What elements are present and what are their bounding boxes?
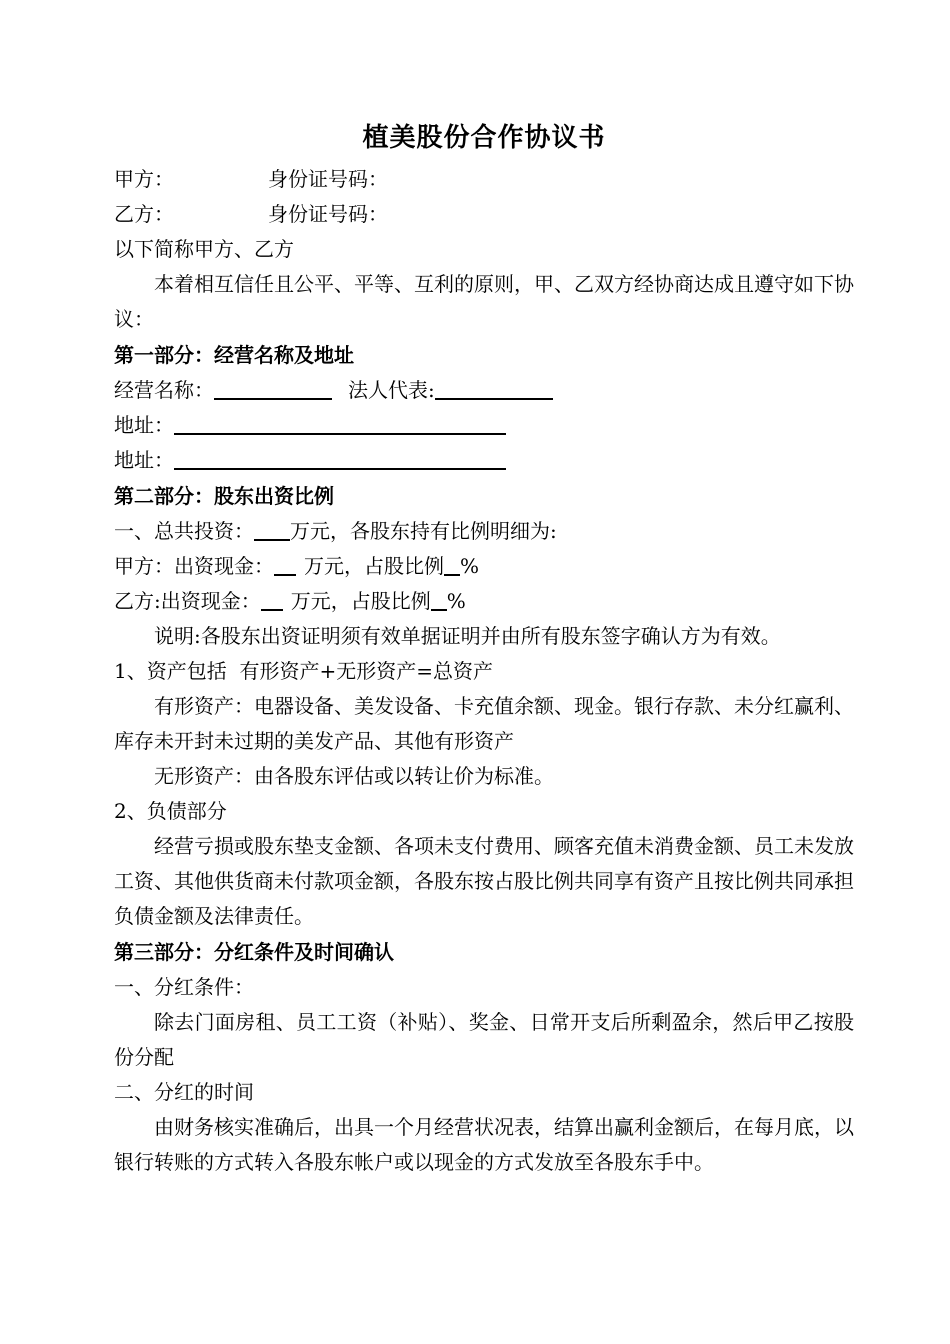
legal-rep-label: 法人代表:: [348, 378, 435, 402]
business-name-label: 经营名称：: [114, 378, 214, 402]
part2-heading: 第二部分：股东出资比例: [114, 484, 334, 508]
legal-rep-blank: [435, 376, 553, 400]
percent-sign: %: [446, 589, 466, 613]
business-name-line: [114, 373, 854, 408]
address-line-2: [114, 443, 854, 478]
address-blank: [174, 446, 506, 470]
percent-sign: %: [460, 554, 480, 578]
intangible-assets-paragraph: 无形资产：由各股东评估或以转让价为标准。: [154, 764, 554, 788]
parties-abbrev: 以下简称甲方、乙方: [114, 237, 294, 261]
party-b-contribution-line: [114, 584, 854, 619]
party-a-id-label: 身份证号码：: [268, 167, 388, 191]
contribution-note: 说明:各股东出资证明须有效单据证明并由所有股东签字确认方为有效。: [154, 624, 781, 648]
party-a-cash-label: 甲方：出资现金：: [114, 554, 274, 578]
liability-heading: 2、负债部分: [114, 799, 227, 823]
dividend-condition-heading: 一、分红条件：: [114, 975, 254, 999]
total-investment-label: 一、总共投资：: [114, 519, 254, 543]
dividend-time-heading: 二、分红的时间: [114, 1080, 254, 1104]
address-line-1: [114, 408, 854, 443]
part3-heading: 第三部分：分红条件及时间确认: [114, 940, 394, 964]
part1-heading: 第一部分：经营名称及地址: [114, 343, 354, 367]
party-a-share-label: 万元，占股比例: [304, 554, 444, 578]
total-investment-suffix: 万元，各股东持有比例明细为:: [290, 519, 557, 543]
party-a-share-blank: [444, 552, 460, 576]
party-a-line: [114, 162, 854, 197]
address-label: 地址：: [114, 413, 174, 437]
party-b-share-label: 万元，占股比例: [290, 589, 431, 613]
document-page: [114, 118, 854, 1180]
tangible-assets-paragraph: 有形资产：电器设备、美发设备、卡充值余额、现金。银行存款、未分红赢利、库存未开封未过期的美发产品、其他有形资产: [114, 694, 854, 753]
assets-heading: 1、资产包括 有形资产+无形资产=总资产: [114, 659, 493, 683]
liability-paragraph: 经营亏损或股东垫支金额、各项未支付费用、顾客充值未消费金额、员工未发放工资、其他供货商未付款项金额，各股东按占股比例共同享有资产且按比例共同承担负债金额及法律责任。: [114, 834, 854, 928]
address-label: 地址：: [114, 448, 174, 472]
dividend-time-paragraph: 由财务核实准确后，出具一个月经营状况表，结算出赢利金额后，在每月底，以银行转账的方式转入各股东帐户或以现金的方式发放至各股东手中。: [114, 1115, 854, 1174]
party-b-label: 乙方：: [114, 202, 174, 226]
business-name-blank: [214, 376, 332, 400]
address-blank: [174, 411, 506, 435]
total-investment-blank: [254, 517, 290, 541]
party-a-cash-blank: [274, 552, 296, 576]
party-a-label: 甲方：: [114, 167, 174, 191]
total-investment-line: [114, 514, 854, 549]
dividend-condition-paragraph: 除去门面房租、员工工资（补贴）、奖金、日常开支后所剩盈余，然后甲乙按股份分配: [114, 1010, 854, 1069]
party-b-cash-label: 乙方:出资现金：: [114, 589, 261, 613]
party-b-cash-blank: [261, 587, 283, 611]
preamble-paragraph: 本着相互信任且公平、平等、互利的原则，甲、乙双方经协商达成且遵守如下协议：: [114, 272, 854, 331]
party-a-contribution-line: [114, 549, 854, 584]
party-b-line: [114, 197, 854, 232]
party-b-share-blank: [431, 587, 447, 611]
party-b-id-label: 身份证号码：: [268, 202, 388, 226]
document-title: 植美股份合作协议书: [362, 123, 606, 153]
